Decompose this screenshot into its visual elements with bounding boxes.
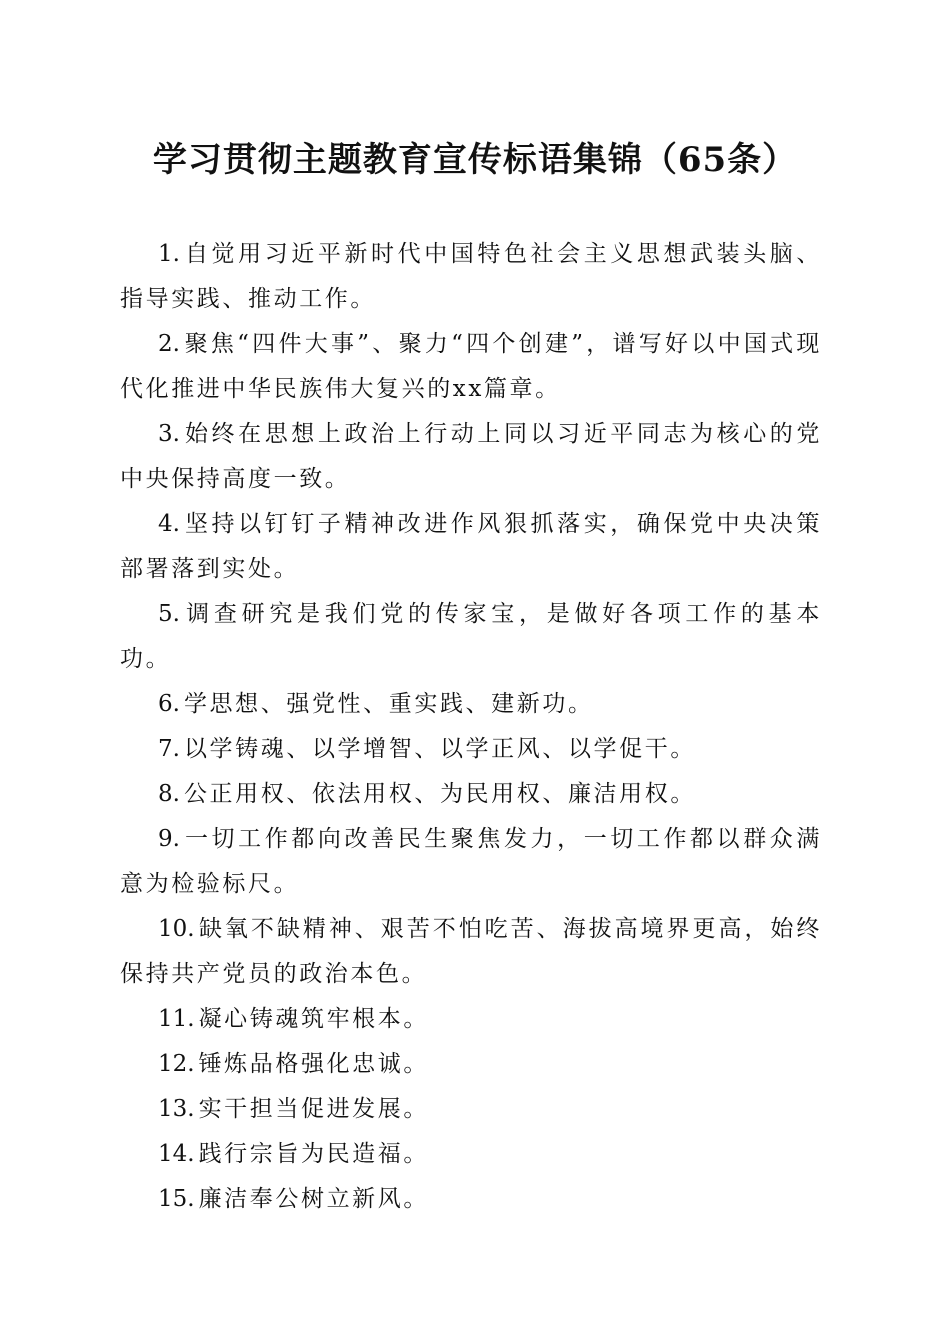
slogan-item (120, 412, 822, 502)
slogan-number: 14. (158, 1141, 195, 1167)
slogan-item (120, 727, 822, 772)
slogan-list (120, 232, 822, 1222)
slogan-text: 践行宗旨为民造福。 (198, 1141, 429, 1167)
slogan-number: 8. (158, 781, 180, 807)
slogan-item (120, 997, 822, 1042)
slogan-item (120, 1087, 822, 1132)
slogan-number: 9. (158, 826, 180, 852)
slogan-number: 15. (158, 1186, 195, 1212)
slogan-item (120, 322, 822, 412)
slogan-item (120, 817, 822, 907)
slogan-number: 11. (158, 1006, 195, 1032)
slogan-text: 始终在思想上政治上行动上同以习近平同志为核心的党中央保持高度一致。 (120, 421, 822, 492)
document-title: 学习贯彻主题教育宣传标语集锦（65条） (152, 140, 798, 180)
slogan-item (120, 592, 822, 682)
slogan-text: 凝心铸魂筑牢根本。 (198, 1006, 429, 1032)
slogan-text: 以学铸魂、以学增智、以学正风、以学促干。 (183, 736, 696, 762)
slogan-text: 公正用权、依法用权、为民用权、廉洁用权。 (183, 781, 696, 807)
slogan-number: 3. (158, 421, 180, 447)
slogan-item (120, 1177, 822, 1222)
slogan-item (120, 1042, 822, 1087)
slogan-number: 4. (158, 511, 180, 537)
slogan-text: 廉洁奉公树立新风。 (198, 1186, 429, 1212)
slogan-text: 缺氧不缺精神、艰苦不怕吃苦、海拔高境界更高，始终保持共产党员的政治本色。 (120, 916, 822, 987)
slogan-text: 锤炼品格强化忠诚。 (198, 1051, 429, 1077)
slogan-number: 12. (158, 1051, 195, 1077)
slogan-item (120, 232, 822, 322)
slogan-number: 10. (158, 916, 195, 942)
slogan-item (120, 772, 822, 817)
slogan-number: 13. (158, 1096, 195, 1122)
slogan-number: 7. (158, 736, 180, 762)
slogan-item (120, 907, 822, 997)
slogan-item (120, 682, 822, 727)
slogan-number: 1. (158, 241, 180, 267)
slogan-text: 聚焦“四件大事”、聚力“四个创建”，谱写好以中国式现代化推进中华民族伟大复兴的xx篇章。 (120, 331, 822, 402)
slogan-number: 5. (158, 601, 180, 627)
slogan-number: 6. (158, 691, 180, 717)
slogan-number: 2. (158, 331, 180, 357)
slogan-text: 调查研究是我们党的传家宝，是做好各项工作的基本功。 (120, 601, 822, 672)
slogan-text: 实干担当促进发展。 (198, 1096, 429, 1122)
slogan-text: 坚持以钉钉子精神改进作风狠抓落实，确保党中央决策部署落到实处。 (120, 511, 822, 582)
slogan-item (120, 1132, 822, 1177)
slogan-item (120, 502, 822, 592)
slogan-text: 一切工作都向改善民生聚焦发力，一切工作都以群众满意为检验标尺。 (120, 826, 822, 897)
slogan-text: 学思想、强党性、重实践、建新功。 (183, 691, 594, 717)
slogan-text: 自觉用习近平新时代中国特色社会主义思想武装头脑、指导实践、推动工作。 (120, 241, 822, 312)
